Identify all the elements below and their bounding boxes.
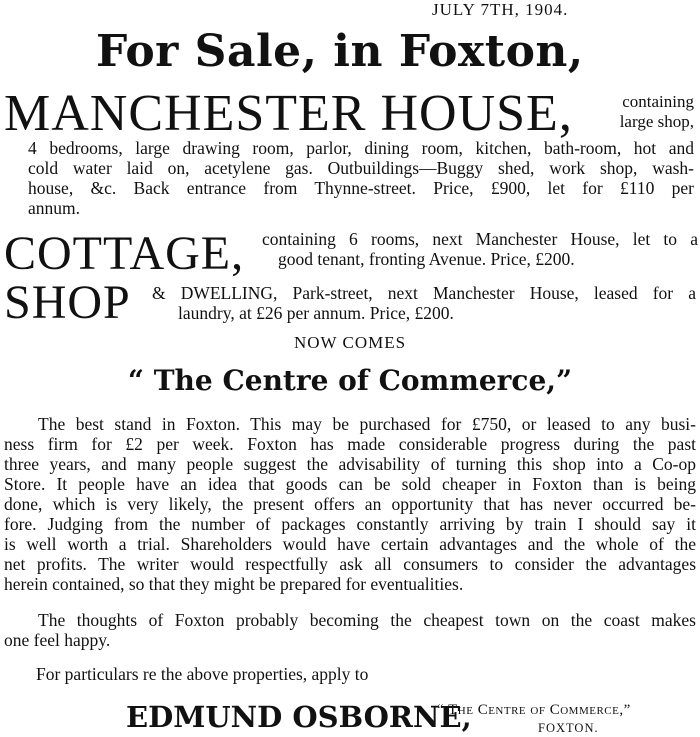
manchester-house-title: MANCHESTER HOUSE,: [4, 85, 573, 142]
paragraph-line: three years, and many people suggest the advisability of turning this shop into a Co-op: [4, 454, 696, 474]
shop-description: [152, 283, 696, 323]
date-line: JULY 7TH, 1904.: [432, 0, 569, 19]
manchester-side-line: containing: [622, 92, 694, 111]
signature-address: “ The Centre of Commerce,”: [437, 702, 631, 718]
manchester-desc-line: cold water laid on, acetylene gas. Outbuildings—Buggy shed, work shop, wash-: [28, 158, 694, 178]
paragraph-line: Store. It people have an idea that goods can be sold cheaper in Foxton than is being: [4, 474, 696, 494]
manchester-desc-line: house, &c. Back entrance from Thynne-street. Price, £900, let for £110 per: [28, 178, 694, 198]
paragraph-particulars: For particulars re the above properties, apply to: [36, 664, 369, 684]
centre-of-commerce-title: “ The Centre of Commerce,”: [127, 364, 573, 397]
paragraph-line: herein contained, so that they might be prepared for eventualities.: [4, 574, 464, 594]
paragraph-line: ness firm for £2 per week. Foxton has made considerable progress during the past: [4, 434, 696, 454]
paragraph-happy: [4, 610, 696, 650]
headline: For Sale, in Foxton,: [96, 26, 584, 77]
paragraph-line: The thoughts of Foxton probably becoming the cheapest town on the coast makes: [38, 610, 696, 630]
paragraph-line: fore. Judging from the number of packages constantly arriving by train I should say it: [4, 514, 696, 534]
signature-city: FOXTON.: [538, 721, 599, 735]
shop-desc-line: laundry, at £26 per annum. Price, £200.: [178, 303, 454, 323]
paragraph-line: is well worth a trial. Shareholders would have certain advantages and the whole of the: [4, 534, 696, 554]
cottage-desc-line: containing 6 rooms, next Manchester House, let to a: [262, 229, 698, 249]
manchester-side-line: large shop,: [619, 112, 694, 131]
cottage-description: [262, 229, 698, 269]
paragraph-line: done, which is very likely, the present offers an opportunity that has never occurred be-: [4, 494, 696, 514]
cottage-title: COTTAGE,: [4, 227, 245, 280]
manchester-desc-line: annum.: [28, 198, 81, 218]
shop-title: SHOP: [4, 276, 131, 329]
cottage-desc-line: good tenant, fronting Avenue. Price, £200.: [278, 249, 575, 269]
paragraph-line: The best stand in Foxton. This may be purchased for £750, or leased to any busi-: [38, 414, 696, 434]
manchester-description: [28, 138, 694, 218]
shop-desc-line: & DWELLING, Park-street, next Manchester House, leased for a: [152, 283, 696, 303]
manchester-desc-line: 4 bedrooms, large drawing room, parlor, dining room, kitchen, bath-room, hot and: [28, 138, 694, 158]
now-comes-heading: NOW COMES: [293, 333, 407, 352]
signature-name: EDMUND OSBORNE,: [126, 700, 472, 734]
paragraph-main: [4, 414, 696, 594]
paragraph-line: one feel happy.: [4, 630, 111, 650]
manchester-side-text: [620, 92, 694, 132]
paragraph-line: net profits. The writer would respectfully ask all consumers to consider the advantages: [4, 554, 696, 574]
